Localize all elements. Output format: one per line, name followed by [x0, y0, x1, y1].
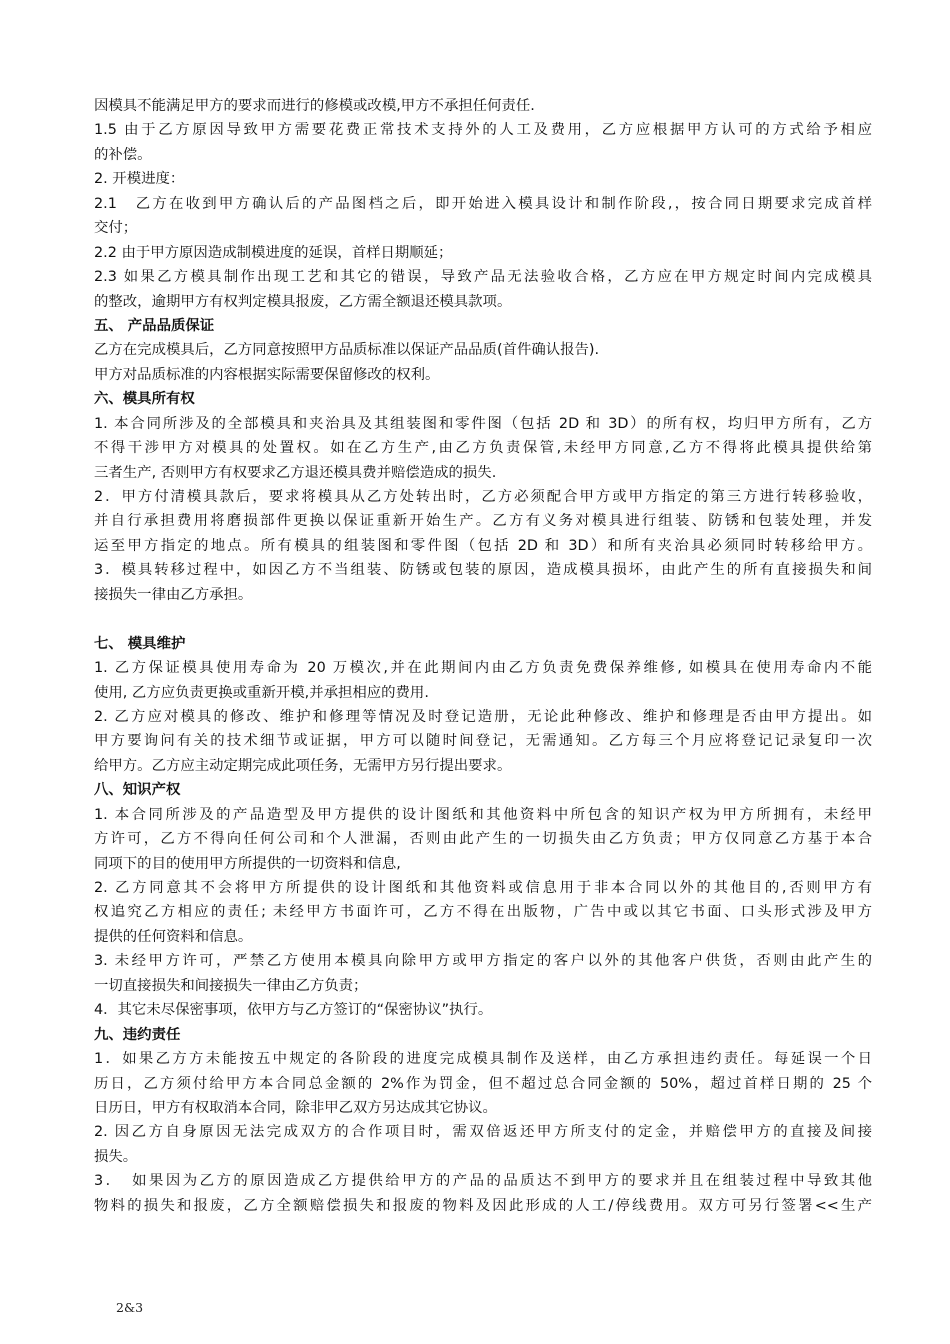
text-line: 2. 乙方应对模具的修改、维护和修理等情况及时登记造册，无论此种修改、维护和修理是否由甲方提出。如 — [94, 708, 872, 725]
text-line: 的整改，逾期甲方有权判定模具报废，乙方需全额退还模具款项。 — [94, 293, 512, 310]
blank-line — [94, 607, 872, 631]
text-line: 不得干涉甲方对模具的处置权。如在乙方生产,由乙方负责保管,未经甲方同意,乙方不得将此模具提供给第 — [94, 440, 872, 457]
text-line: 使用, 乙方应负责更换或重新开模,并承担相应的费用. — [94, 684, 429, 701]
text-line: 甲方对品质标准的内容根据实际需要保留修改的权利。 — [94, 366, 440, 383]
text-line: 2. 开模进度： — [94, 171, 185, 188]
text-line: 接损失一律由乙方承担。 — [94, 586, 253, 603]
text-line: 乙方在完成模具后，乙方同意按照甲方品质标准以保证产品品质(首件确认报告). — [94, 342, 600, 359]
section-heading: 六、模具所有权 — [94, 391, 195, 408]
text-line: 1．如果乙方方未能按五中规定的各阶段的进度完成模具制作及送样，由乙方承担违约责任。每延误一个日 — [94, 1051, 872, 1068]
text-line: 的补偿。 — [94, 146, 152, 163]
text-line: 2.3 如果乙方模具制作出现工艺和其它的错误，导致产品无法验收合格，乙方应在甲方规定时间内完成模具 — [94, 269, 872, 286]
text-line: 2.2 由于甲方原因造成制模进度的延误，首样日期顺延； — [94, 244, 453, 261]
text-line: 2. 因乙方自身原因无法完成双方的合作项目时，需双倍返还甲方所支付的定金，并赔偿甲方的直接及间接 — [94, 1124, 872, 1141]
text-line: 提供的任何资料和信息。 — [94, 928, 253, 945]
text-line: 物料的损失和报废，乙方全额赔偿损失和报废的物料及因此形成的人工/停线费用。双方可另行签署<<生产 — [94, 1197, 872, 1214]
text-line: 并自行承担费用将磨损部件更换以保证重新开始生产。乙方有义务对模具进行组装、防锈和包装处理，并发 — [94, 513, 872, 530]
text-line: 1.5 由于乙方原因导致甲方需要花费正常技术支持外的人工及费用，乙方应根据甲方认可的方式给予相应 — [94, 122, 872, 139]
text-line: 1. 本合同所涉及的产品造型及甲方提供的设计图纸和其他资料中所包含的知识产权为甲方所拥有，未经甲 — [94, 806, 872, 823]
text-line: 2. 乙方同意其不会将甲方所提供的设计图纸和其他资料或信息用于非本合同以外的其他目的,否则甲方有 — [94, 880, 872, 896]
text-line: 一切直接损失和间接损失一律由乙方负责； — [94, 977, 368, 994]
text-line: 1. 乙方保证模具使用寿命为 20 万模次,并在此期间内由乙方负责免费保养维修, 如模具在使用寿命内不能 — [94, 660, 872, 677]
text-line: 日历日，甲方有权取消本合同，除非甲乙双方另达成其它协议。 — [94, 1099, 497, 1116]
text-line: 同项下的目的使用甲方所提供的一切资料和信息, — [94, 855, 401, 872]
text-line: 交付； — [94, 220, 138, 237]
text-line: 2.1 乙方在收到甲方确认后的产品图档之后，即开始进入模具设计和制作阶段,，按合同日期要求完成首样 — [94, 195, 872, 212]
section-heading: 八、知识产权 — [94, 782, 181, 799]
text-line: 因模具不能满足甲方的要求而进行的修模或改模,甲方不承担任何责任. — [94, 98, 535, 114]
section-heading: 五、 产品品质保证 — [94, 317, 215, 334]
page-footer: 2&3 — [116, 1300, 144, 1315]
text-line: 三者生产, 否则甲方有权要求乙方退还模具费并赔偿造成的损失. — [94, 464, 497, 481]
document-body — [94, 94, 872, 1218]
text-line: 甲方要询问有关的技术细节或证据，甲方可以随时间登记，无需通知。乙方每三个月应将登记记录复印一次 — [94, 733, 872, 750]
section-heading: 七、 模具维护 — [94, 635, 186, 652]
text-line: 3. 未经甲方许可，严禁乙方使用本模具向除甲方或甲方指定的客户以外的其他客户供货，否则由此产生的 — [94, 953, 872, 970]
text-line: 1. 本合同所涉及的全部模具和夹治具及其组装图和零件图（包括 2D 和 3D）的所有权，均归甲方所有，乙方 — [94, 415, 872, 432]
text-line: 4．其它未尽保密事项，依甲方与乙方签订的“保密协议”执行。 — [94, 1002, 493, 1019]
section-heading: 九、违约责任 — [94, 1026, 181, 1043]
text-line: 3． 如果因为乙方的原因造成乙方提供给甲方的产品的品质达不到甲方的要求并且在组装过程中导致其他 — [94, 1173, 872, 1190]
text-line: 方许可，乙方不得向任何公司和个人泄漏，否则由此产生的一切损失由乙方负责；甲方仅同意乙方基于本合 — [94, 831, 872, 848]
text-line: 2．甲方付清模具款后，要求将模具从乙方处转出时，乙方必须配合甲方或甲方指定的第三方进行转移验收， — [94, 489, 872, 505]
text-line: 损失。 — [94, 1148, 138, 1165]
text-line: 运至甲方指定的地点。所有模具的组装图和零件图（包括 2D 和 3D）和所有夹治具必须同时转移给甲方。 — [94, 537, 872, 554]
text-line: 3．模具转移过程中，如因乙方不当组装、防锈或包装的原因，造成模具损坏，由此产生的所有直接损失和间 — [94, 562, 872, 579]
text-line: 给甲方。乙方应主动定期完成此项任务，无需甲方另行提出要求。 — [94, 757, 512, 774]
text-line: 权追究乙方相应的责任; 未经甲方书面许可，乙方不得在出版物，广告中或以其它书面、口头形式涉及甲方 — [94, 904, 872, 921]
text-line: 历日，乙方须付给甲方本合同总金额的 2%作为罚金，但不超过总合同金额的 50%，超过首样日期的 25 个 — [94, 1075, 872, 1092]
